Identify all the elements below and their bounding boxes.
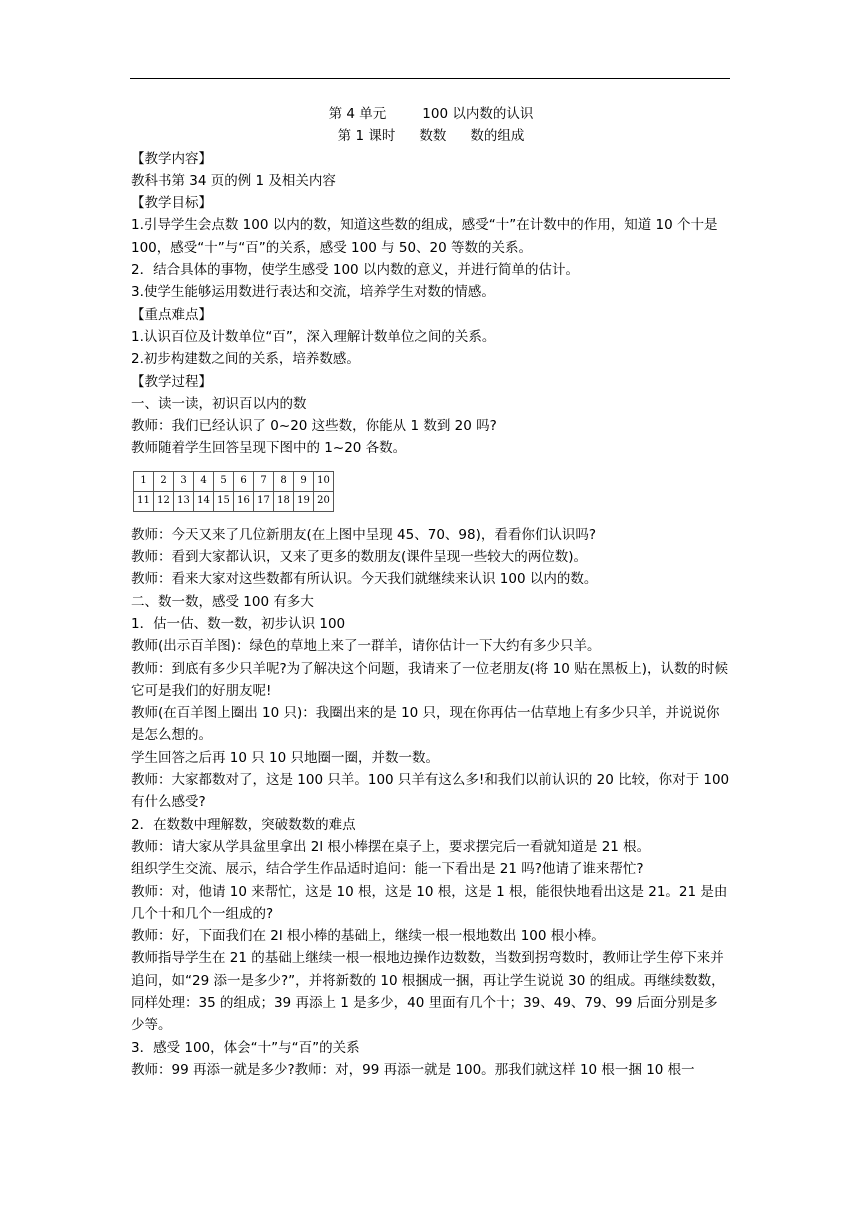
document-body [131,103,731,1081]
section-heading-content: 【教学内容】 [131,150,212,167]
number-cell: 19 [294,491,314,511]
paragraph: 教师指导学生在 21 的基础上继续一根一根地边操作边数数，当数到拐弯数时，教师让学生停下来并追问，如“29 添一是多少?”，并将新数的 10 根捆成一捆，再让学生说说 30 的组成。再继续数数，同样处理：35 的组成；39 再添上 1 是多少，40 里面有几个十；39、49、79、99 后面分别是多少等。 [131,950,725,1034]
header-rule [130,78,730,79]
paragraph: 学生回答之后再 10 只 10 只地圈一圈，并数一数。 [131,749,440,766]
paragraph: 2.初步构建数之间的关系，培养数感。 [131,351,360,368]
paragraph: 教师(出示百羊图)：绿色的草地上来了一群羊，请你估计一下大约有多少只羊。 [131,638,601,655]
paragraph: 1.认识百位及计数单位“百”，深入理解计数单位之间的关系。 [131,328,496,345]
section-heading-process: 【教学过程】 [131,373,212,390]
lesson-topic-a: 数数 [419,128,447,145]
number-cell: 6 [234,471,254,491]
lesson-number: 第 1 课时 [337,128,396,145]
section-heading-key-points: 【重点难点】 [131,306,212,323]
paragraph: 教师：今天又来了几位新朋友(在上图中呈现 45、70、98)，看看你们认识吗? [131,526,597,543]
paragraph: 一、读一读，初识百以内的数 [131,395,307,412]
paragraph: 教师：对，他请 10 来帮忙，这是 10 根，这是 10 根，这是 1 根，能很快地看出这是 21。21 是由几个十和几个一组成的? [131,883,728,922]
number-cell: 18 [274,491,294,511]
paragraph: 教师随着学生回答呈现下图中的 1~20 各数。 [131,440,407,457]
number-cell: 8 [274,471,294,491]
number-cell: 5 [214,471,234,491]
subsection-heading: 3．感受 100，体会“十”与“百”的关系 [131,1039,360,1056]
number-cell: 17 [254,491,274,511]
number-cell: 1 [134,471,154,491]
unit-title-topic: 100 以内数的认识 [422,106,534,122]
number-cell: 12 [154,491,174,511]
section-heading-goals: 【教学目标】 [131,195,212,212]
number-cell: 14 [194,491,214,511]
subsection-heading: 2．在数数中理解数，突破数数的难点 [131,816,356,833]
paragraph: 教师：请大家从学具盆里拿出 2l 根小棒摆在桌子上，要求摆完后一看就知道是 21 根。 [131,838,651,855]
paragraph: 教科书第 34 页的例 1 及相关内容 [131,172,336,189]
number-cell: 15 [214,491,234,511]
number-cell: 4 [194,471,214,491]
paragraph: 2．结合具体的事物，使学生感受 100 以内数的意义，并进行简单的估计。 [131,262,579,279]
paragraph: 教师：到底有多少只羊呢?为了解决这个问题，我请来了一位老朋友(将 10 贴在黑板上)，认数的时候它可是我们的好朋友呢! [131,660,728,699]
section-heading: 二、数一数，感受 100 有多大 [131,593,314,610]
paragraph: 1.引导学生会点数 100 以内的数，知道这些数的组成，感受“十”在计数中的作用，知道 10 个十是 100，感受“十”与“百”的关系，感受 100 与 50、20 等数的关系。 [131,217,718,256]
number-cell: 16 [234,491,254,511]
lesson-title [131,125,731,147]
paragraph: 教师：看来大家对这些数都有所认识。今天我们就继续来认识 100 以内的数。 [131,571,598,588]
number-grid-row [134,491,334,511]
paragraph: 3.使学生能够运用数进行表达和交流，培养学生对数的情感。 [131,284,495,301]
paragraph: 教师：大家都数对了，这是 100 只羊。100 只羊有这么多!和我们以前认识的 20 比较，你对于 100 有什么感受? [131,772,730,811]
number-cell: 20 [314,491,334,511]
paragraph: 教师(在百羊图上圈出 10 只)：我圈出来的是 10 只，现在你再估一估草地上有多少只羊，并说说你是怎么想的。 [131,705,720,744]
number-cell: 9 [294,471,314,491]
paragraph: 教师：我们已经认识了 0~20 这些数，你能从 1 数到 20 吗? [131,418,497,435]
lesson-topic-b: 数的组成 [470,128,525,145]
number-cell: 13 [174,491,194,511]
number-cell: 7 [254,471,274,491]
number-cell: 10 [314,471,334,491]
number-cell: 3 [174,471,194,491]
subsection-heading: 1．估一估、数一数，初步认识 100 [131,615,346,632]
unit-title-number: 第 4 单元 [328,106,387,122]
paragraph: 教师：好，下面我们在 2l 根小棒的基础上，继续一根一根地数出 100 根小棒。 [131,928,605,945]
number-grid-row [134,471,334,491]
paragraph: 教师：看到大家都认识，又来了更多的数朋友(课件呈现一些较大的两位数)。 [131,549,588,566]
number-cell: 11 [134,491,154,511]
number-grid-1-20 [133,471,334,512]
number-cell: 2 [154,471,174,491]
unit-title [131,103,731,125]
paragraph: 教师：99 再添一就是多少?教师：对，99 再添一就是 100。那我们就这样 10 根一捆 10 根一 [131,1061,695,1078]
paragraph: 组织学生交流、展示，结合学生作品适时追问：能一下看出是 21 吗?他请了谁来帮忙? [131,861,644,878]
